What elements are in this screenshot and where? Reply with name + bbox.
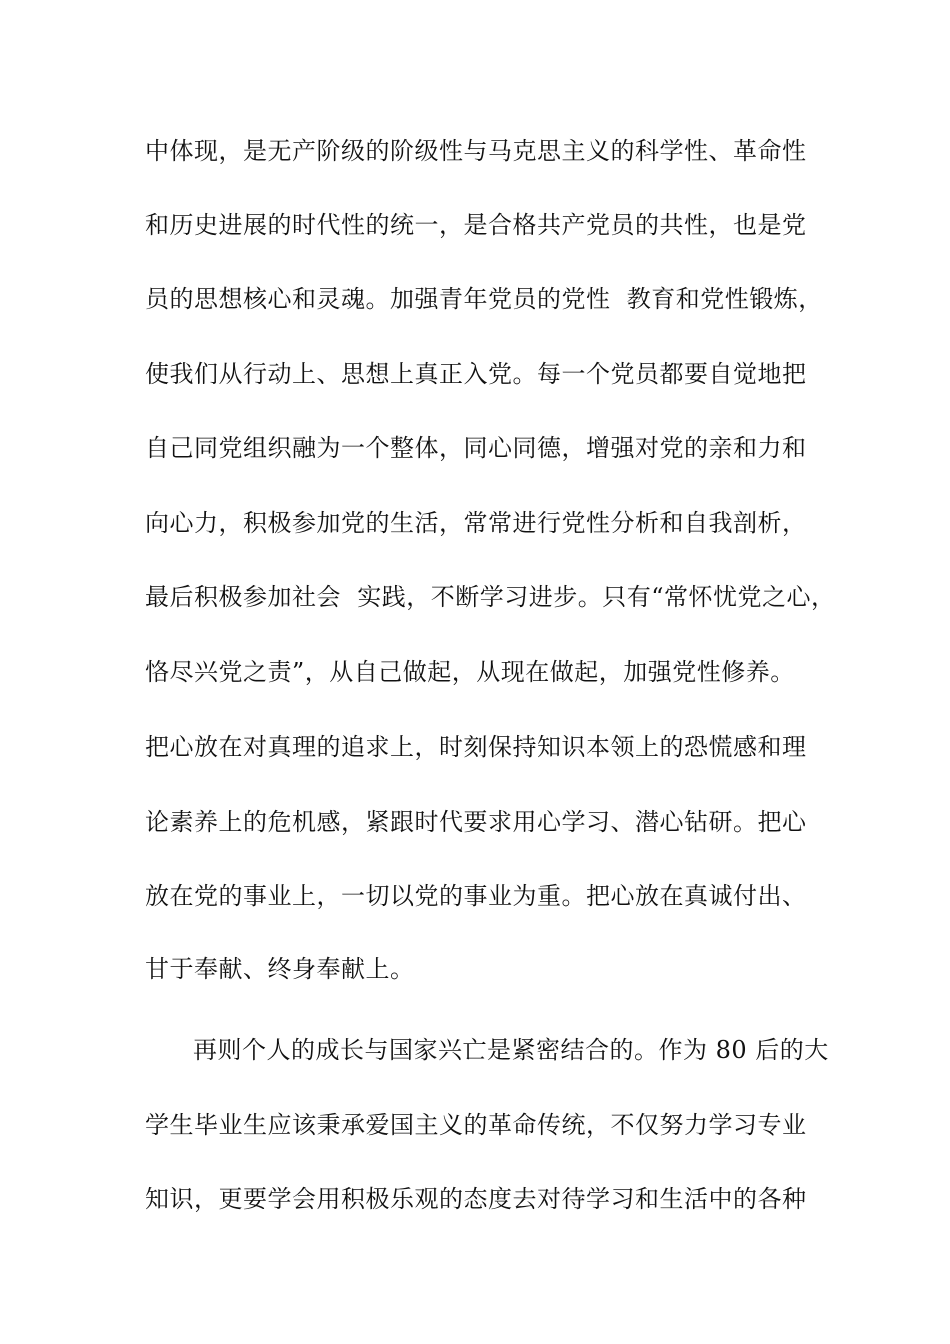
text-line: 知识，更要学会用积极乐观的态度去对待学习和生活中的各种 xyxy=(145,1185,807,1213)
text-line: 把心放在对真理的追求上，时刻保持知识本领上的恐慌感和理 xyxy=(145,733,807,761)
text-line: 放在党的事业上，一切以党的事业为重。把心放在真诚付出、 xyxy=(145,882,807,910)
paragraph-first-line: 再则个人的成长与国家兴亡是紧密结合的。作为 80 后的大 xyxy=(193,1036,829,1064)
text-line: 学生毕业生应该秉承爱国主义的革命传统，不仅努力学习专业 xyxy=(145,1111,807,1139)
text-line: 中体现，是无产阶级的阶级性与马克思主义的科学性、革命性 xyxy=(145,137,807,165)
text-line: 自己同党组织融为一个整体，同心同德，增强对党的亲和力和 xyxy=(145,434,807,462)
text-line: 使我们从行动上、思想上真正入党。每一个党员都要自觉地把 xyxy=(145,360,807,388)
text-line: 论素养上的危机感，紧跟时代要求用心学习、潜心钻研。把心 xyxy=(145,808,807,836)
text-line: 恪尽兴党之责”，从自己做起，从现在做起，加强党性修养。 xyxy=(145,658,795,686)
text-line: 向心力，积极参加党的生活，常常进行党性分析和自我剖析， xyxy=(145,509,807,537)
text-line: 甘于奉献、终身奉献上。 xyxy=(145,955,415,983)
text-line: 最后积极参加社会 实践，不断学习进步。只有“常怀忧党之心， xyxy=(145,583,836,611)
text-line: 员的思想核心和灵魂。加强青年党员的党性 教育和党性锻炼， xyxy=(145,285,823,313)
text-line: 和历史进展的时代性的统一，是合格共产党员的共性，也是党 xyxy=(145,211,807,239)
